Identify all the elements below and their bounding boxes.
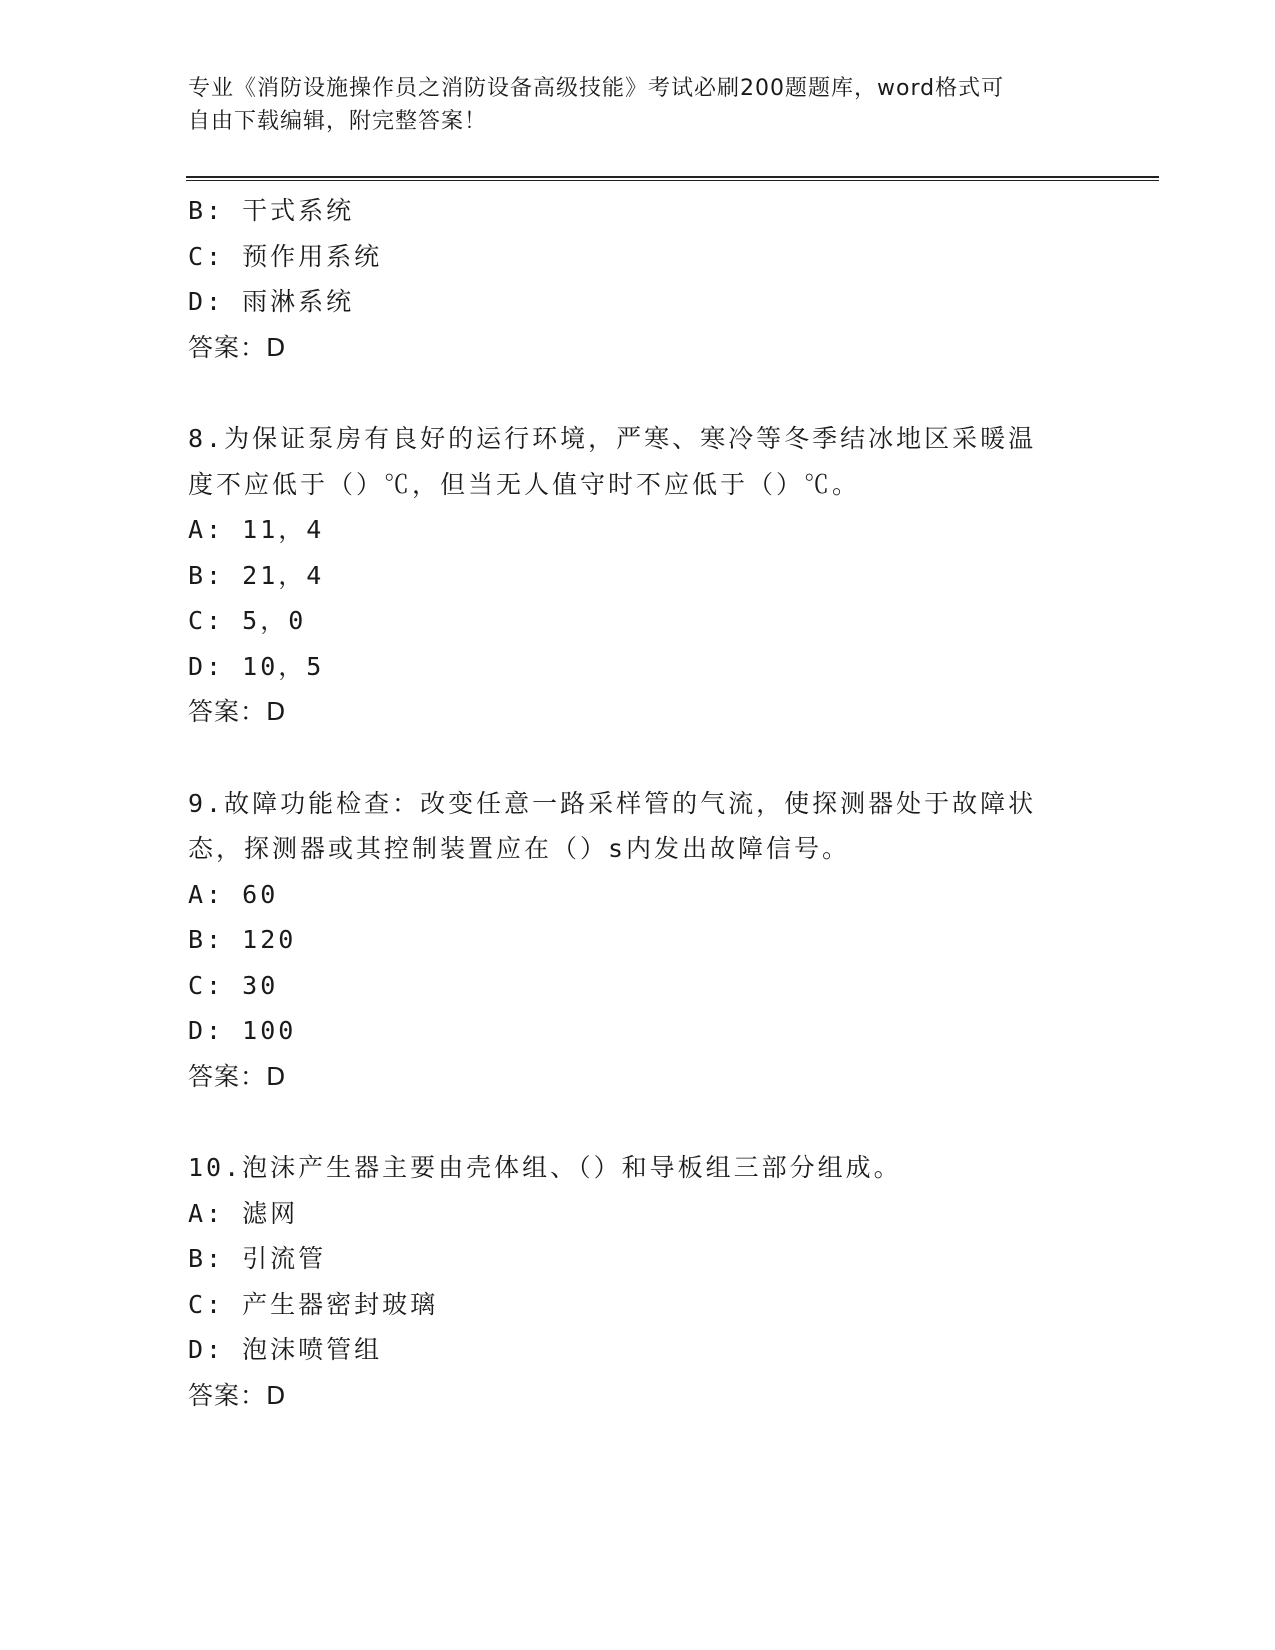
option-a: A: 60 <box>188 879 279 909</box>
answer-line: 答案：D <box>188 1061 287 1091</box>
question-stem <box>188 781 1058 872</box>
question-stem-line-2: 态，探测器或其控制装置应在（）s内发出故障信号。 <box>188 834 851 863</box>
answer-line: 答案：D <box>188 1380 287 1410</box>
option-d: D: 雨淋系统 <box>188 287 355 316</box>
question-8 <box>188 416 1088 735</box>
header-line-2: 自由下载编辑，附完整答案！ <box>188 109 488 134</box>
question-stem-line-1: 9.故障功能检查：改变任意一路采样管的气流，使探测器处于故障状 <box>188 788 1037 818</box>
option-d: D: 100 <box>188 1016 297 1045</box>
option-a: A: 11，4 <box>188 515 325 544</box>
option-b: B: 引流管 <box>188 1244 327 1273</box>
option-c: C: 产生器密封玻璃 <box>188 1289 439 1319</box>
header-divider <box>186 176 1159 181</box>
header-line-1: 专业《消防设施操作员之消防设备高级技能》考试必刷200题题库，word格式可 <box>188 76 1005 101</box>
question-stem-line-1: 10.泡沫产生器主要由壳体组、（）和导板组三部分组成。 <box>188 1153 902 1182</box>
question-stem-line-1: 8.为保证泵房有良好的运行环境，严寒、寒冷等冬季结冰地区采暖温 <box>188 424 1037 453</box>
option-b: B: 干式系统 <box>188 196 355 225</box>
option-c: C: 5，0 <box>188 606 307 635</box>
option-a: A: 滤网 <box>188 1198 299 1228</box>
option-c: C: 30 <box>188 970 279 1000</box>
option-c: C: 预作用系统 <box>188 241 383 271</box>
answer-line: 答案：D <box>188 697 287 726</box>
question-stem-line-2: 度不应低于（）℃，但当无人值守时不应低于（）℃。 <box>188 469 861 499</box>
question-9 <box>188 781 1088 1100</box>
question-stem <box>188 1145 1058 1191</box>
option-d: D: 泡沫喷管组 <box>188 1335 383 1364</box>
option-b: B: 120 <box>188 925 297 954</box>
page-header <box>188 72 1088 138</box>
option-b: B: 21，4 <box>188 560 325 590</box>
question-stem <box>188 416 1058 507</box>
answer-line: 答案：D <box>188 332 287 362</box>
option-d: D: 10，5 <box>188 651 325 681</box>
question-7-continued <box>188 188 1088 370</box>
question-10 <box>188 1145 1088 1418</box>
question-list <box>188 188 1088 1418</box>
